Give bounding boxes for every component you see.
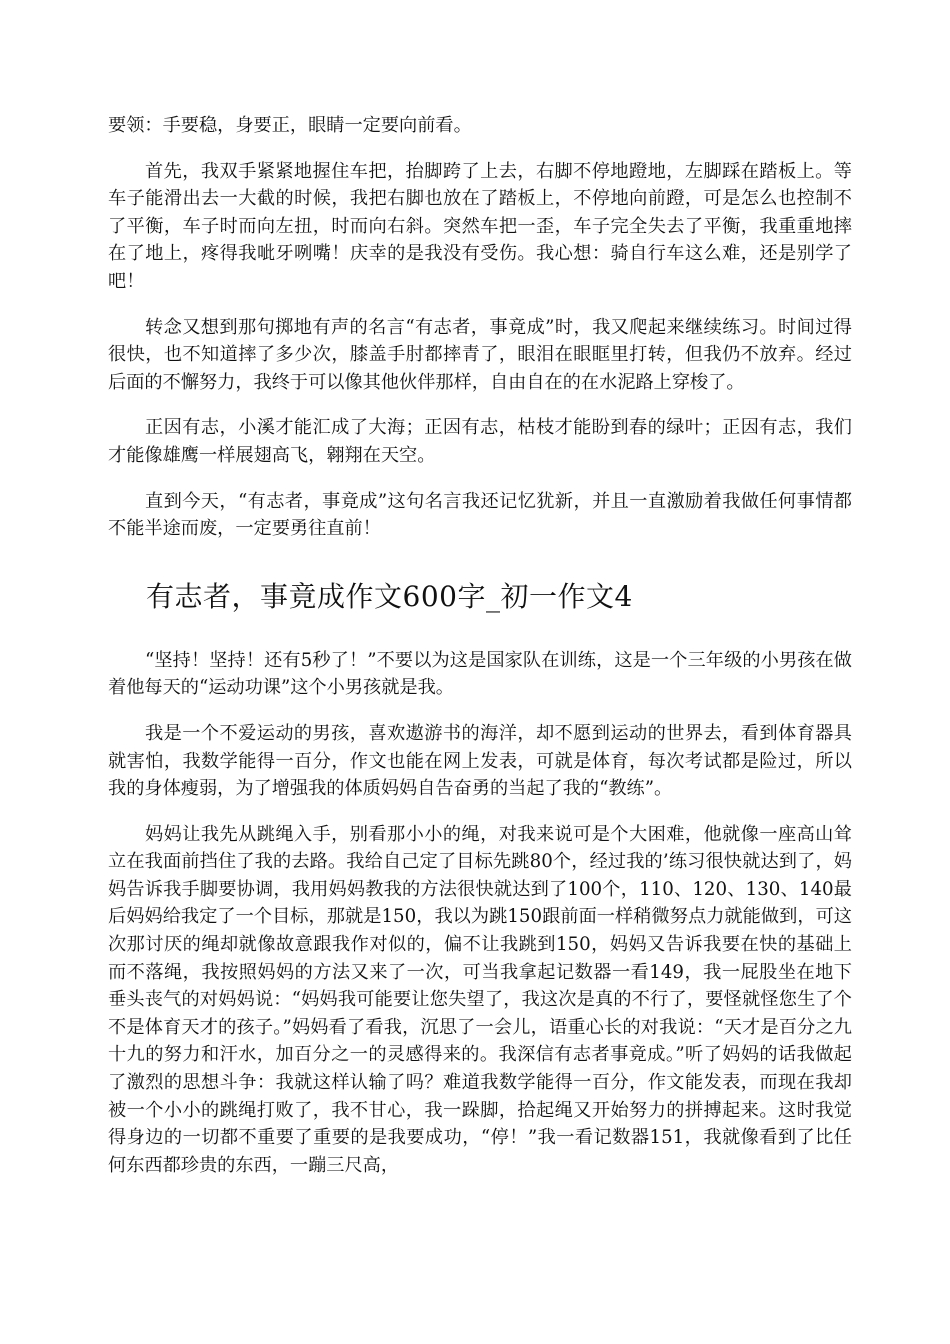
paragraph-first-attempt: 首先，我双手紧紧地握住车把，抬脚跨了上去，右脚不停地蹬地，左脚踩在踏板上。等车子能滑出去一大截的时候，我把右脚也放在了踏板上，不停地向前蹬，可是怎么也控制不了平衡，车子时而向左扭，时而向右斜。突然车把一歪，车子完全失去了平衡，我重重地摔在了地上，疼得我呲牙咧嘴！庆幸的是我没有受伤。我心想：骑自行车这么难，还是别学了吧！ <box>108 160 852 292</box>
paragraph-persist: “坚持！坚持！还有5秒了！”不要以为这是国家队在训练，这是一个三年级的小男孩在做着他每天的“运动功课”这个小男孩就是我。 <box>108 649 852 699</box>
paragraph-not-sporty: 我是一个不爱运动的男孩，喜欢遨游书的海洋，却不愿到运动的世界去，看到体育器具就害怕，我数学能得一百分，作文也能在网上发表，可就是体育，每次考试都是险过，所以我的身体瘦弱，为了增强我的体质妈妈自告奋勇的当起了我的“教练”。 <box>108 722 852 800</box>
section-heading: 有志者，事竟成作文600字_初一作文4 <box>146 579 633 613</box>
paragraph-key-points: 要领：手要稳，身要正，眼睛一定要向前看。 <box>108 115 472 136</box>
paragraph-keep-practicing: 转念又想到那句掷地有声的名言“有志者，事竟成”时，我又爬起来继续练习。时间过得很快，也不知道摔了多少次，膝盖手肘都摔青了，眼泪在眼眶里打转，但我仍不放弃。经过后面的不懈努力，我终于可以像其他伙伴那样，自由自在的在水泥路上穿梭了。 <box>108 316 852 393</box>
paragraph-until-today: 直到今天，“有志者，事竟成”这句名言我还记忆犹新，并且一直激励着我做任何事情都不能半途而废，一定要勇往直前！ <box>108 490 852 540</box>
document-page <box>108 112 852 1179</box>
paragraph-because-of-will: 正因有志，小溪才能汇成了大海；正因有志，枯枝才能盼到春的绿叶；正因有志，我们才能像雄鹰一样展翅高飞，翱翔在天空。 <box>108 417 852 466</box>
paragraph-jump-rope: 妈妈让我先从跳绳入手，别看那小小的绳，对我来说可是个大困难，他就像一座高山耸立在我面前挡住了我的去路。我给自己定了目标先跳80个，经过我的’练习很快就达到了，妈妈告诉我手脚要协调，我用妈妈教我的方法很快就达到了100个，110、120、130、140最后妈妈给我定了一个目标，那就是150，我以为跳150跟前面一样稍微努点力就能做到，可这次那讨厌的绳却就像故意跟我作对似的，偏不让我跳到150，妈妈又告诉我要在快的基础上而不落绳，我按照妈妈的方法又来了一次，可当我拿起记数器一看149，我一屁股坐在地下垂头丧气的对妈妈说：“妈妈我可能要让您失望了，我这次是真的不行了，要怪就怪您生了个不是体育天才的孩子。”妈妈看了看我，沉思了一会儿，语重心长的对我说：“天才是百分之九十九的努力和汗水，加百分之一的灵感得来的。我深信有志者事竟成。”听了妈妈的话我做起了激烈的思想斗争：我就这样认输了吗？难道我数学能得一百分，作文能发表，而现在我却被一个小小的跳绳打败了，我不甘心，我一跺脚，拾起绳又开始努力的拼搏起来。这时我觉得身边的一切都不重要了重要的是我要成功，“停！”我一看记数器151，我就像看到了比任何东西都珍贵的东西，一蹦三尺高， <box>108 823 852 1176</box>
